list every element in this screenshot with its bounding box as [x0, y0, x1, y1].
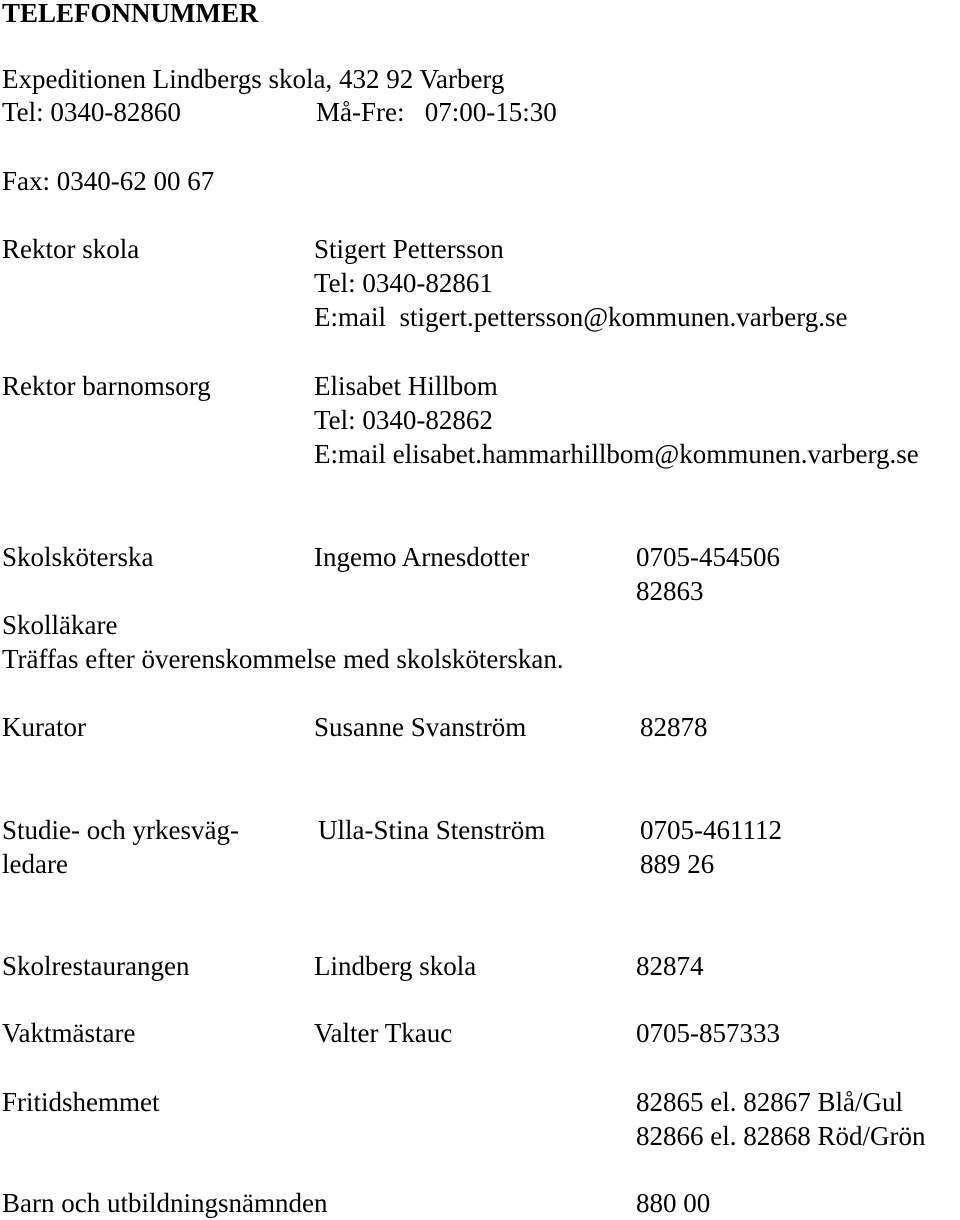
skolrestaurangen-phone: 82874	[636, 951, 704, 981]
vaktmastare-role: Vaktmästare	[2, 1018, 136, 1048]
rektor-barnomsorg-tel: Tel: 0340-82862	[314, 405, 493, 435]
syv-role-line2: ledare	[2, 849, 68, 879]
page-title: TELEFONNUMMER	[2, 0, 259, 28]
rektor-barnomsorg-email: E:mail elisabet.hammarhillbom@kommunen.varberg.se	[314, 439, 919, 469]
kurator-role: Kurator	[2, 712, 86, 742]
skollakare-note: Träffas efter överenskommelse med skolsköterskan.	[2, 644, 564, 674]
rektor-skola-role: Rektor skola	[2, 234, 140, 264]
skolrestaurangen-role: Skolrestaurangen	[2, 951, 190, 981]
syv-role-line1: Studie- och yrkesväg-	[2, 815, 239, 845]
expedition-hours: Må-Fre: 07:00-15:30	[316, 97, 557, 127]
skolskoterska-role: Skolsköterska	[2, 542, 154, 572]
fritidshemmet-phone-line2: 82866 el. 82868 Röd/Grön	[636, 1121, 926, 1151]
syv-phone-ext: 889 26	[640, 849, 715, 879]
rektor-barnomsorg-role: Rektor barnomsorg	[2, 371, 211, 401]
rektor-skola-name: Stigert Pettersson	[314, 234, 504, 264]
fritidshemmet-phone-line1: 82865 el. 82867 Blå/Gul	[636, 1087, 903, 1117]
vaktmastare-name: Valter Tkauc	[314, 1018, 453, 1048]
barn-utbildning-phone: 880 00	[636, 1188, 711, 1218]
rektor-skola-email: E:mail stigert.pettersson@kommunen.varberg.se	[314, 302, 848, 332]
skollakare-role: Skolläkare	[2, 610, 118, 640]
fritidshemmet-role: Fritidshemmet	[2, 1087, 160, 1117]
skolskoterska-phone-mobile: 0705-454506	[636, 542, 780, 572]
expedition-fax: Fax: 0340-62 00 67	[2, 166, 215, 196]
barn-utbildning-role: Barn och utbildningsnämnden	[2, 1188, 328, 1218]
syv-name: Ulla-Stina Stenström	[318, 815, 546, 845]
kurator-name: Susanne Svanström	[314, 712, 527, 742]
kurator-phone: 82878	[640, 712, 708, 742]
vaktmastare-phone: 0705-857333	[636, 1018, 780, 1048]
skolrestaurangen-name: Lindberg skola	[314, 951, 477, 981]
skolskoterska-name: Ingemo Arnesdotter	[314, 542, 530, 572]
syv-phone-mobile: 0705-461112	[640, 815, 782, 845]
expedition-address: Expeditionen Lindbergs skola, 432 92 Varberg	[2, 64, 505, 94]
expedition-tel: Tel: 0340-82860	[2, 97, 181, 127]
rektor-skola-tel: Tel: 0340-82861	[314, 268, 493, 298]
skolskoterska-phone-ext: 82863	[636, 576, 704, 606]
rektor-barnomsorg-name: Elisabet Hillbom	[314, 371, 498, 401]
